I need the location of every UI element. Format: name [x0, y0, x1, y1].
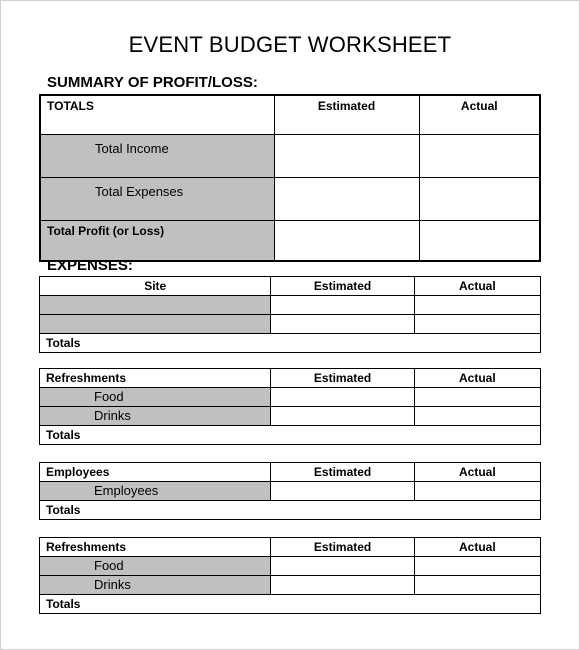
table-row	[40, 482, 541, 501]
site-item-actual-1[interactable]	[414, 296, 540, 315]
table-row	[40, 557, 541, 576]
employees-item-actual[interactable]	[414, 482, 540, 501]
refreshments-1-totals-label: Totals	[40, 426, 541, 445]
refreshments-2-header: Refreshments	[40, 538, 271, 557]
refreshments-2-actual-header: Actual	[414, 538, 540, 557]
employees-item-label: Employees	[40, 482, 271, 501]
refreshments-2-drinks-actual[interactable]	[414, 576, 540, 595]
refreshments-2-estimated-header: Estimated	[271, 538, 414, 557]
employees-actual-header: Actual	[414, 463, 540, 482]
refreshments-2-drinks-label: Drinks	[40, 576, 271, 595]
page-title: EVENT BUDGET WORKSHEET	[128, 32, 452, 57]
site-item-label-1	[40, 296, 271, 315]
employees-item-estimated[interactable]	[271, 482, 414, 501]
refreshments-1-food-label: Food	[40, 388, 271, 407]
summary-heading: SUMMARY OF PROFIT/LOSS:	[47, 74, 258, 91]
site-item-label-2	[40, 315, 271, 334]
summary-estimated-header: Estimated	[274, 95, 419, 135]
employees-table	[39, 462, 541, 520]
employees-header-row	[40, 463, 541, 482]
summary-totals-header: TOTALS	[40, 95, 274, 135]
refreshments-1-estimated-header: Estimated	[271, 369, 414, 388]
summary-row-profit	[40, 221, 540, 262]
refreshments-2-food-label: Food	[40, 557, 271, 576]
employees-estimated-header: Estimated	[271, 463, 414, 482]
table-row	[40, 315, 541, 334]
total-income-actual-cell[interactable]	[419, 135, 540, 178]
site-table	[39, 276, 541, 353]
total-expenses-label: Total Expenses	[40, 178, 274, 221]
expenses-heading: EXPENSES:	[47, 257, 133, 274]
refreshments-1-header: Refreshments	[40, 369, 271, 388]
refreshments-2-header-row	[40, 538, 541, 557]
refreshments-table-1	[39, 368, 541, 445]
site-item-estimated-2[interactable]	[271, 315, 414, 334]
employees-totals-row	[40, 501, 541, 520]
site-header: Site	[40, 277, 271, 296]
site-estimated-header: Estimated	[271, 277, 414, 296]
refreshments-2-food-actual[interactable]	[414, 557, 540, 576]
refreshments-1-totals-row	[40, 426, 541, 445]
refreshments-1-drinks-estimated[interactable]	[271, 407, 414, 426]
table-row	[40, 407, 541, 426]
table-row	[40, 388, 541, 407]
refreshments-1-drinks-label: Drinks	[40, 407, 271, 426]
total-profit-actual-cell[interactable]	[419, 221, 540, 262]
refreshments-table-2	[39, 537, 541, 614]
summary-row-expenses	[40, 178, 540, 221]
site-actual-header: Actual	[414, 277, 540, 296]
refreshments-2-food-estimated[interactable]	[271, 557, 414, 576]
table-row	[40, 296, 541, 315]
refreshments-1-food-actual[interactable]	[414, 388, 540, 407]
site-header-row	[40, 277, 541, 296]
site-item-actual-2[interactable]	[414, 315, 540, 334]
total-expenses-estimated-cell[interactable]	[274, 178, 419, 221]
refreshments-1-food-estimated[interactable]	[271, 388, 414, 407]
employees-header: Employees	[40, 463, 271, 482]
site-totals-row	[40, 334, 541, 353]
total-profit-estimated-cell[interactable]	[274, 221, 419, 262]
summary-header-row	[40, 95, 540, 135]
employees-totals-label: Totals	[40, 501, 541, 520]
refreshments-1-drinks-actual[interactable]	[414, 407, 540, 426]
total-income-label: Total Income	[40, 135, 274, 178]
site-item-estimated-1[interactable]	[271, 296, 414, 315]
total-expenses-actual-cell[interactable]	[419, 178, 540, 221]
refreshments-2-totals-label: Totals	[40, 595, 541, 614]
summary-table	[39, 94, 541, 262]
refreshments-2-totals-row	[40, 595, 541, 614]
summary-row-income	[40, 135, 540, 178]
refreshments-1-actual-header: Actual	[414, 369, 540, 388]
refreshments-2-drinks-estimated[interactable]	[271, 576, 414, 595]
site-totals-label: Totals	[40, 334, 541, 353]
summary-actual-header: Actual	[419, 95, 540, 135]
refreshments-1-header-row	[40, 369, 541, 388]
table-row	[40, 576, 541, 595]
total-profit-label: Total Profit (or Loss)	[40, 221, 274, 262]
total-income-estimated-cell[interactable]	[274, 135, 419, 178]
